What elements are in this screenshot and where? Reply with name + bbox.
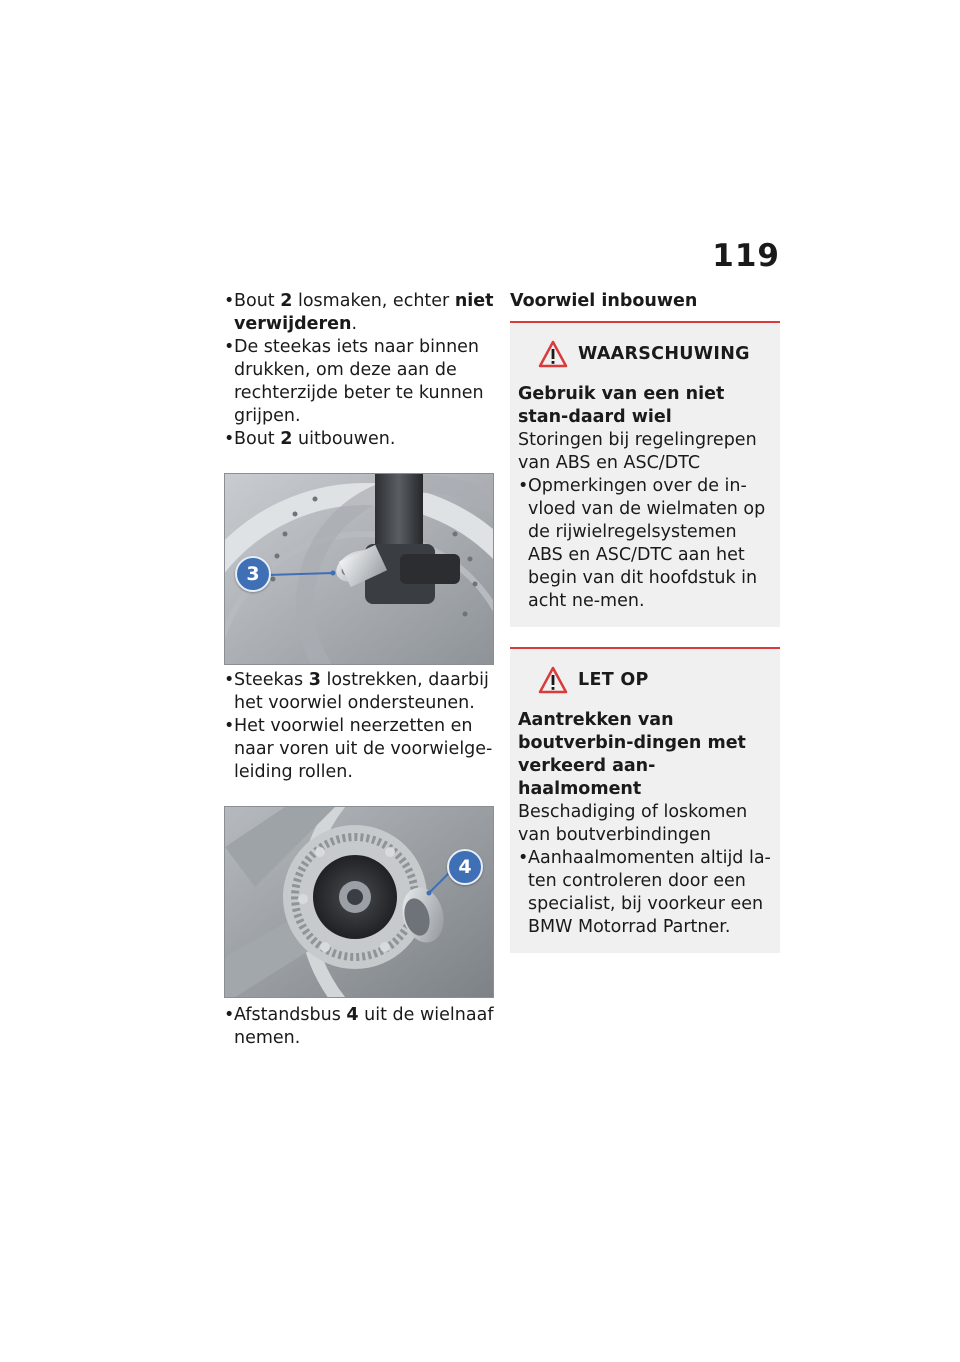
figure-axle xyxy=(224,473,494,665)
caution-header xyxy=(538,665,772,695)
callout-4: 4 xyxy=(447,849,483,885)
caution-box xyxy=(510,647,780,953)
steps-mid xyxy=(224,669,496,784)
caution-triangle-icon xyxy=(538,666,568,694)
step-item: • Steekas 3 lostrekken, daarbij het voorwiel ondersteunen. xyxy=(224,670,489,713)
spacer-illustration xyxy=(225,807,493,997)
bullet-icon: • xyxy=(224,429,235,449)
caution-title: LET OP xyxy=(578,669,649,690)
bullet-icon: • xyxy=(224,716,235,736)
steps-bottom xyxy=(224,1004,496,1050)
bullet-icon: • xyxy=(224,670,235,690)
warning-title: WAARSCHUWING xyxy=(578,343,750,364)
section-heading: Voorwiel inbouwen xyxy=(510,291,698,311)
bullet-icon: • xyxy=(224,337,235,357)
warning-effect: Storingen bij regelingrepen van ABS en ASC/DTC xyxy=(518,430,757,473)
left-column xyxy=(224,290,496,1050)
warning-triangle-icon xyxy=(538,340,568,368)
step-item: • Afstandsbus 4 uit de wielnaaf nemen. xyxy=(224,1005,494,1048)
warning-cause: Gebruik van een niet stan-daard wiel xyxy=(518,384,725,427)
bullet-icon: • xyxy=(224,1005,235,1025)
warning-action: • Opmerkingen over de in-vloed van de wielmaten op de rijwielregelsystemen ABS en ASC/DTC aan het begin van dit hoofdstuk in acht ne-men. xyxy=(518,476,766,611)
warning-header xyxy=(538,339,772,369)
bullet-icon: • xyxy=(518,476,529,496)
bullet-icon: • xyxy=(224,291,235,311)
bullet-icon: • xyxy=(518,848,529,868)
warning-box xyxy=(510,321,780,627)
callout-3: 3 xyxy=(235,556,271,592)
figure-spacer xyxy=(224,806,494,998)
right-column xyxy=(510,290,780,953)
step-item: • De steekas iets naar binnen drukken, om deze aan de rechterzijde beter te kunnen grijpen. xyxy=(224,337,484,426)
steps-top xyxy=(224,290,496,451)
caution-action: • Aanhaalmomenten altijd la-ten controleren door een specialist, bij voorkeur een BMW Motorrad Partner. xyxy=(518,848,771,937)
caution-effect: Beschadiging of loskomen van boutverbindingen xyxy=(518,802,748,845)
step-item: • Het voorwiel neerzetten en naar voren uit de voorwielge-leiding rollen. xyxy=(224,716,493,782)
caution-cause: Aantrekken van boutverbin-dingen met verkeerd aan-haalmoment xyxy=(518,710,746,799)
step-item: • Bout 2 uitbouwen. xyxy=(224,429,396,449)
step-item: • Bout 2 losmaken, echter niet verwijderen. xyxy=(224,291,494,334)
page-number: 119 xyxy=(712,238,780,274)
